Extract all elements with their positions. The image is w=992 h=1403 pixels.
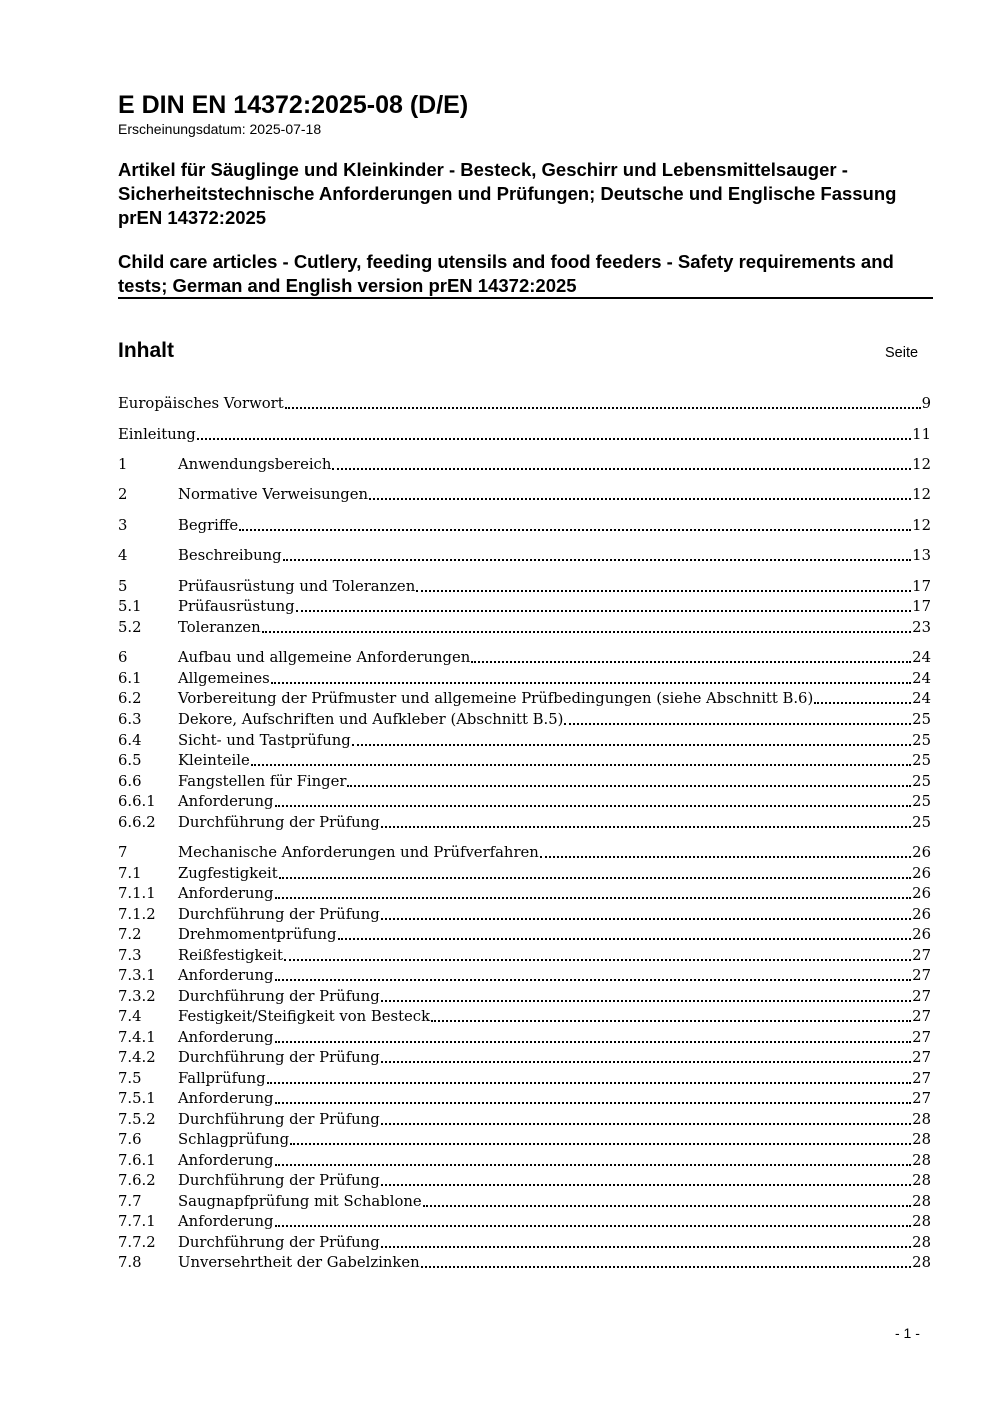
toc-entry-page: 28 bbox=[912, 1131, 931, 1148]
toc-entry-title: Sicht- und Tastprüfung bbox=[178, 732, 351, 749]
toc-entry-number: 7.4.1 bbox=[118, 1029, 156, 1046]
toc-entry[interactable] bbox=[118, 1089, 931, 1109]
toc-entry-page: 28 bbox=[912, 1213, 931, 1230]
toc-dot-leader bbox=[381, 1061, 911, 1063]
toc-dot-leader bbox=[279, 877, 911, 879]
toc-entry-page: 9 bbox=[921, 395, 931, 412]
toc-dot-leader bbox=[352, 744, 911, 746]
toc-entry-title: Zugfestigkeit bbox=[178, 865, 278, 882]
toc-entry-page: 17 bbox=[912, 578, 931, 595]
toc-entry-page: 27 bbox=[912, 1070, 931, 1087]
toc-dot-leader bbox=[267, 1082, 912, 1084]
toc-entry-number: 2 bbox=[118, 486, 128, 503]
toc-entry[interactable] bbox=[118, 813, 931, 833]
title-underline bbox=[118, 297, 933, 299]
toc-dot-leader bbox=[239, 529, 911, 531]
toc-entry-number: 4 bbox=[118, 547, 128, 564]
toc-entry-title: Prüfausrüstung bbox=[178, 598, 295, 615]
toc-entry-page: 12 bbox=[912, 517, 931, 534]
toc-entry-number: 6.1 bbox=[118, 670, 142, 687]
toc-entry-number: 7.3 bbox=[118, 947, 142, 964]
toc-entry-page: 25 bbox=[912, 752, 931, 769]
toc-dot-leader bbox=[423, 1205, 912, 1207]
toc-entry-title: Durchführung der Prüfung bbox=[178, 1049, 380, 1066]
toc-entry[interactable] bbox=[118, 455, 931, 475]
toc-entry-number: 6.3 bbox=[118, 711, 142, 728]
toc-entry-title: Schlagprüfung bbox=[178, 1131, 290, 1148]
toc-entry-title: Toleranzen bbox=[178, 619, 261, 636]
toc-entry-title: Fallprüfung bbox=[178, 1070, 266, 1087]
toc-entry-title: Aufbau und allgemeine Anforderungen bbox=[178, 649, 471, 666]
toc-entry[interactable] bbox=[118, 987, 931, 1007]
toc-entry-page: 25 bbox=[912, 711, 931, 728]
toc-dot-leader bbox=[814, 702, 911, 704]
toc-entry-page: 26 bbox=[912, 865, 931, 882]
toc-entry-title: Festigkeit/Steifigkeit von Besteck bbox=[178, 1008, 431, 1025]
toc-dot-leader bbox=[283, 559, 912, 561]
toc-entry[interactable] bbox=[118, 905, 931, 925]
toc-entry[interactable] bbox=[118, 1028, 931, 1048]
toc-entry[interactable] bbox=[118, 689, 931, 709]
toc-entry-page: 27 bbox=[912, 1029, 931, 1046]
toc-entry-page: 23 bbox=[912, 619, 931, 636]
toc-dot-leader bbox=[347, 785, 911, 787]
toc-entry-title: Durchführung der Prüfung bbox=[178, 1111, 380, 1128]
toc-entry-title: Durchführung der Prüfung bbox=[178, 1172, 380, 1189]
toc-entry-title: Einleitung bbox=[118, 426, 196, 443]
toc-entry[interactable] bbox=[118, 648, 931, 668]
toc-entry-title: Unversehrtheit der Gabelzinken bbox=[178, 1254, 420, 1271]
toc-entry-number: 7.7.1 bbox=[118, 1213, 156, 1230]
toc-dot-leader bbox=[381, 1184, 911, 1186]
toc-dot-leader bbox=[275, 897, 912, 899]
toc-entry[interactable] bbox=[118, 516, 931, 536]
toc-entry[interactable] bbox=[118, 731, 931, 751]
toc-dot-leader bbox=[290, 1143, 911, 1145]
toc-dot-leader bbox=[540, 856, 911, 858]
toc-entry-page: 28 bbox=[912, 1193, 931, 1210]
toc-entry[interactable] bbox=[118, 710, 931, 730]
toc-entry-page: 12 bbox=[912, 486, 931, 503]
toc-entry[interactable] bbox=[118, 618, 931, 638]
toc-dot-leader bbox=[251, 764, 911, 766]
toc-entry[interactable] bbox=[118, 1048, 931, 1068]
toc-entry-page: 25 bbox=[912, 773, 931, 790]
toc-entry-title: Vorbereitung der Prüfmuster und allgemeine Prüfbedingungen (siehe Abschnitt B.6) bbox=[178, 690, 814, 707]
toc-dot-leader bbox=[275, 1225, 912, 1227]
toc-entry-page: 27 bbox=[912, 967, 931, 984]
toc-entry-page: 25 bbox=[912, 732, 931, 749]
toc-entry-page: 27 bbox=[912, 988, 931, 1005]
toc-entry-number: 7.1.1 bbox=[118, 885, 156, 902]
toc-entry-title: Durchführung der Prüfung bbox=[178, 1234, 380, 1251]
toc-entry[interactable] bbox=[118, 1069, 931, 1089]
toc-entry[interactable] bbox=[118, 1130, 931, 1150]
toc-entry[interactable] bbox=[118, 925, 931, 945]
toc-entry-page: 25 bbox=[912, 814, 931, 831]
toc-entry-title: Prüfausrüstung und Toleranzen bbox=[178, 578, 416, 595]
toc-entry-number: 7.6.1 bbox=[118, 1152, 156, 1169]
toc-entry-title: Beschreibung bbox=[178, 547, 282, 564]
document-id: E DIN EN 14372:2025-08 (D/E) bbox=[118, 91, 469, 119]
toc-dot-leader bbox=[416, 590, 911, 592]
toc-entry-number: 7.5.2 bbox=[118, 1111, 156, 1128]
toc-entry-number: 7.5.1 bbox=[118, 1090, 156, 1107]
toc-entry-page: 28 bbox=[912, 1152, 931, 1169]
toc-entry-page: 26 bbox=[912, 844, 931, 861]
toc-entry-title: Normative Verweisungen bbox=[178, 486, 369, 503]
toc-entry-number: 6.4 bbox=[118, 732, 142, 749]
toc-entry-number: 6.2 bbox=[118, 690, 142, 707]
toc-dot-leader bbox=[431, 1020, 911, 1022]
toc-entry[interactable] bbox=[118, 394, 931, 414]
toc-entry-page: 13 bbox=[912, 547, 931, 564]
toc-entry-number: 5.1 bbox=[118, 598, 142, 615]
toc-entry-page: 27 bbox=[912, 1090, 931, 1107]
toc-entry[interactable] bbox=[118, 1192, 931, 1212]
toc-entry-page: 28 bbox=[912, 1111, 931, 1128]
toc-entry[interactable] bbox=[118, 884, 931, 904]
toc-entry-number: 6.5 bbox=[118, 752, 142, 769]
toc-entry-page: 24 bbox=[912, 649, 931, 666]
toc-entry-title: Europäisches Vorwort bbox=[118, 395, 284, 412]
toc-entry[interactable] bbox=[118, 485, 931, 505]
title-german: Artikel für Säuglinge und Kleinkinder - Besteck, Geschirr und Lebensmittelsauger - Sicherheitstechnische Anforderungen und Prüfungen; Deutsche und Englische Fassung prEN 14372:2025 bbox=[118, 159, 897, 228]
toc-entry-title: Anforderung bbox=[178, 793, 274, 810]
toc-entry-number: 1 bbox=[118, 456, 128, 473]
toc-dot-leader bbox=[271, 682, 911, 684]
toc-entry-number: 7.4 bbox=[118, 1008, 142, 1025]
toc-entry-number: 7 bbox=[118, 844, 128, 861]
toc-entry-number: 7.6.2 bbox=[118, 1172, 156, 1189]
toc-dot-leader bbox=[275, 1041, 912, 1043]
toc-entry-number: 7.7 bbox=[118, 1193, 142, 1210]
toc-entry[interactable] bbox=[118, 1007, 931, 1027]
toc-entry-number: 7.4.2 bbox=[118, 1049, 156, 1066]
toc-entry[interactable] bbox=[118, 792, 931, 812]
toc-entry-page: 26 bbox=[912, 906, 931, 923]
toc-entry-number: 7.3.2 bbox=[118, 988, 156, 1005]
toc-entry-title: Fangstellen für Finger bbox=[178, 773, 347, 790]
toc-dot-leader bbox=[275, 805, 912, 807]
toc-entry-title: Anforderung bbox=[178, 1090, 274, 1107]
toc-entry[interactable] bbox=[118, 946, 931, 966]
toc-entry-title: Saugnapfprüfung mit Schablone bbox=[178, 1193, 422, 1210]
toc-entry-number: 5 bbox=[118, 578, 128, 595]
toc-entry-title: Reißfestigkeit bbox=[178, 947, 283, 964]
toc-entry-page: 25 bbox=[912, 793, 931, 810]
toc-dot-leader bbox=[338, 938, 912, 940]
toc-entry[interactable] bbox=[118, 425, 931, 445]
toc-heading: Inhalt bbox=[118, 339, 174, 362]
toc-entry-number: 6 bbox=[118, 649, 128, 666]
toc-entry-number: 6.6 bbox=[118, 773, 142, 790]
toc-entry-page: 24 bbox=[912, 670, 931, 687]
toc-entry-title: Durchführung der Prüfung bbox=[178, 906, 380, 923]
toc-entry-number: 6.6.1 bbox=[118, 793, 156, 810]
toc-entry[interactable] bbox=[118, 577, 931, 597]
toc-entry-page: 27 bbox=[912, 1008, 931, 1025]
toc-entry-title: Dekore, Aufschriften und Aufkleber (Abschnitt B.5) bbox=[178, 711, 564, 728]
toc-entry-page: 28 bbox=[912, 1234, 931, 1251]
toc-entry-title: Mechanische Anforderungen und Prüfverfahren bbox=[178, 844, 539, 861]
toc-entry[interactable] bbox=[118, 597, 931, 617]
toc-entry-title: Anforderung bbox=[178, 885, 274, 902]
toc-dot-leader bbox=[369, 498, 911, 500]
toc-entry-number: 7.6 bbox=[118, 1131, 142, 1148]
toc-dot-leader bbox=[275, 1102, 912, 1104]
toc-dot-leader bbox=[262, 631, 912, 633]
toc-dot-leader bbox=[275, 1164, 912, 1166]
toc-dot-leader bbox=[296, 610, 912, 612]
toc-entry[interactable] bbox=[118, 1212, 931, 1232]
toc-entry-number: 7.1 bbox=[118, 865, 142, 882]
toc-entry[interactable] bbox=[118, 751, 931, 771]
toc-entry-title: Anforderung bbox=[178, 1213, 274, 1230]
toc-entry-number: 3 bbox=[118, 517, 128, 534]
toc-entry-page: 26 bbox=[912, 885, 931, 902]
toc-entry-title: Kleinteile bbox=[178, 752, 250, 769]
toc-entry-page: 12 bbox=[912, 456, 931, 473]
toc-dot-leader bbox=[381, 1000, 911, 1002]
toc-entry-page: 11 bbox=[912, 426, 931, 443]
toc-entry-page: 27 bbox=[912, 1049, 931, 1066]
toc-entry[interactable] bbox=[118, 1110, 931, 1130]
toc-dot-leader bbox=[197, 438, 911, 440]
toc-entry[interactable] bbox=[118, 1171, 931, 1191]
toc-entry-title: Anforderung bbox=[178, 967, 274, 984]
toc-entry-number: 6.6.2 bbox=[118, 814, 156, 831]
toc-entry-number: 7.1.2 bbox=[118, 906, 156, 923]
toc-entry-page: 17 bbox=[912, 598, 931, 615]
toc-entry-title: Drehmomentprüfung bbox=[178, 926, 337, 943]
toc-entry-title: Allgemeines bbox=[178, 670, 270, 687]
toc-dot-leader bbox=[471, 661, 911, 663]
toc-entry-page: 28 bbox=[912, 1254, 931, 1271]
toc-dot-leader bbox=[284, 959, 911, 961]
toc-entry-number: 7.2 bbox=[118, 926, 142, 943]
toc-dot-leader bbox=[421, 1266, 911, 1268]
toc-entry-title: Durchführung der Prüfung bbox=[178, 988, 380, 1005]
toc-entry-title: Anforderung bbox=[178, 1029, 274, 1046]
toc-dot-leader bbox=[285, 407, 921, 409]
toc-entry[interactable] bbox=[118, 772, 931, 792]
toc-dot-leader bbox=[381, 918, 911, 920]
toc-entry[interactable] bbox=[118, 669, 931, 689]
toc-entry[interactable] bbox=[118, 843, 931, 863]
title-english: Child care articles - Cutlery, feeding utensils and food feeders - Safety requirements and tests; German and English version prEN 14372:2025 bbox=[118, 251, 894, 296]
toc-dot-leader bbox=[381, 1123, 911, 1125]
toc-entry-number: 7.3.1 bbox=[118, 967, 156, 984]
toc-entry-page: 27 bbox=[912, 947, 931, 964]
toc-dot-leader bbox=[381, 826, 911, 828]
publication-date: Erscheinungsdatum: 2025-07-18 bbox=[118, 121, 322, 137]
toc-entry-number: 7.5 bbox=[118, 1070, 142, 1087]
toc-entry[interactable] bbox=[118, 864, 931, 884]
toc-entry-page: 26 bbox=[912, 926, 931, 943]
toc-page-column-label: Seite bbox=[885, 345, 919, 361]
toc-dot-leader bbox=[381, 1246, 911, 1248]
toc-entry-title: Begriffe bbox=[178, 517, 239, 534]
toc-entry[interactable] bbox=[118, 546, 931, 566]
toc-entry-number: 7.8 bbox=[118, 1254, 142, 1271]
toc-entry[interactable] bbox=[118, 1253, 931, 1273]
toc-entry[interactable] bbox=[118, 1151, 931, 1171]
toc-dot-leader bbox=[275, 979, 912, 981]
toc-entry-number: 7.7.2 bbox=[118, 1234, 156, 1251]
toc-entry-page: 24 bbox=[912, 690, 931, 707]
toc-dot-leader bbox=[332, 468, 911, 470]
toc-entry-number: 5.2 bbox=[118, 619, 142, 636]
toc-entry-title: Anwendungsbereich bbox=[178, 456, 332, 473]
toc-dot-leader bbox=[564, 723, 911, 725]
toc-entry-page: 28 bbox=[912, 1172, 931, 1189]
page-number: - 1 - bbox=[895, 1325, 920, 1341]
toc-entry[interactable] bbox=[118, 966, 931, 986]
toc-entry-title: Durchführung der Prüfung bbox=[178, 814, 380, 831]
toc-entry[interactable] bbox=[118, 1233, 931, 1253]
toc-entry-title: Anforderung bbox=[178, 1152, 274, 1169]
